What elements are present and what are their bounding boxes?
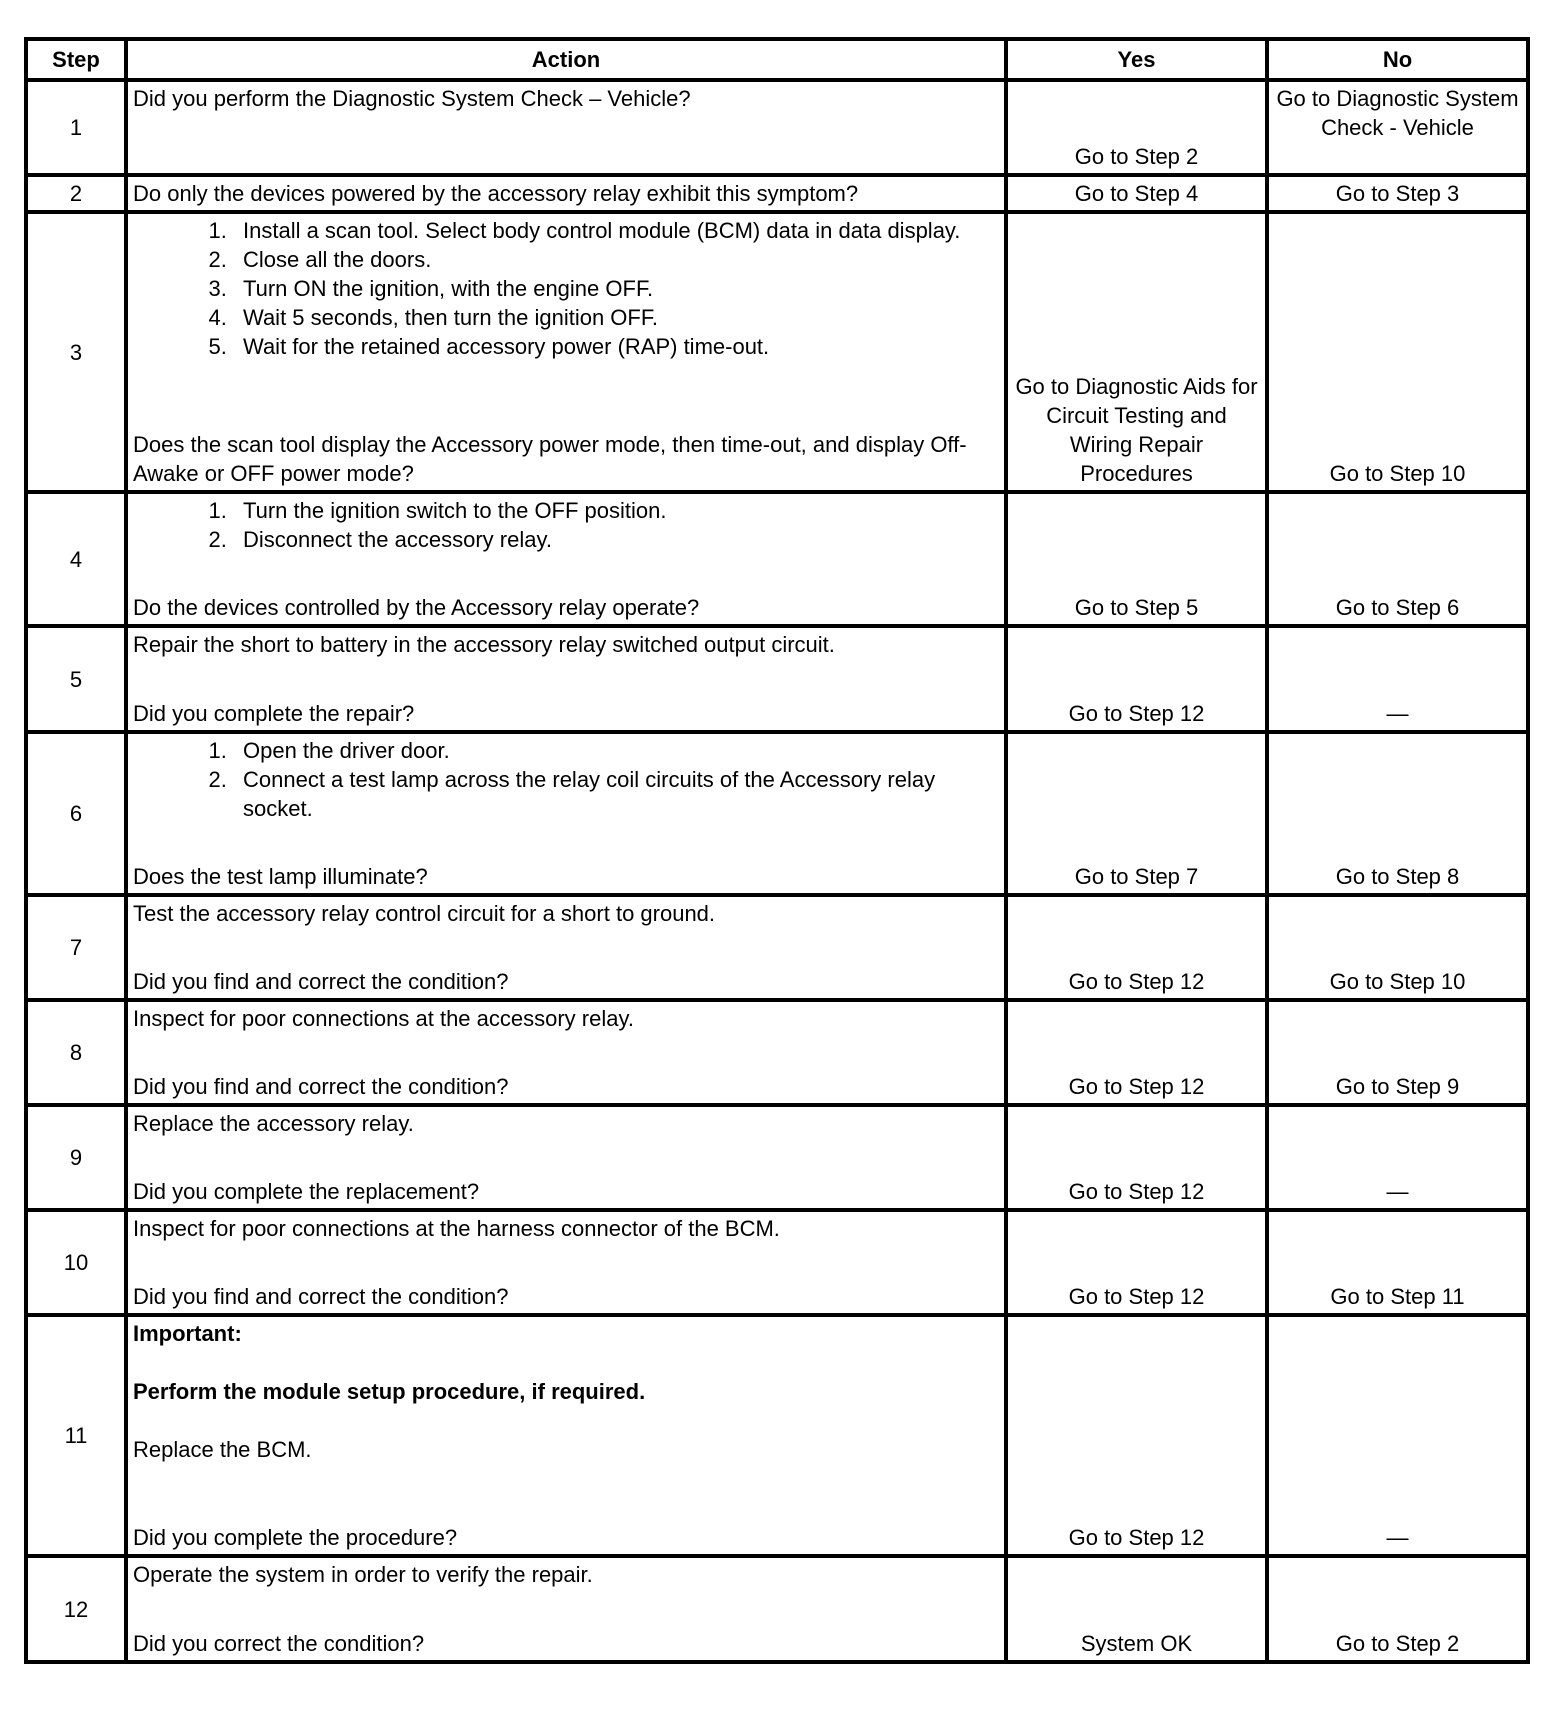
header-row (26, 39, 1528, 80)
action-cell (126, 80, 1006, 175)
action-text: Replace the accessory relay. (133, 1111, 414, 1136)
action-cell (126, 1105, 1006, 1210)
action-cell (126, 1210, 1006, 1315)
action-content (133, 496, 999, 622)
table-row (26, 895, 1528, 1000)
action-cell (126, 1000, 1006, 1105)
no-result: Go to Step 3 (1267, 175, 1528, 212)
no-result: — (1267, 1315, 1528, 1556)
no-result: Go to Step 9 (1267, 1000, 1528, 1105)
action-content (133, 84, 999, 171)
table-row (26, 1105, 1528, 1210)
yes-result: Go to Step 4 (1006, 175, 1267, 212)
action-text: Repair the short to battery in the accessory relay switched output circuit. (133, 632, 835, 657)
no-result: — (1267, 626, 1528, 732)
spacer (133, 1406, 999, 1435)
table-row (26, 732, 1528, 895)
action-content (133, 1214, 999, 1311)
table-row (26, 80, 1528, 175)
step-number: 12 (26, 1556, 126, 1662)
no-result: Go to Step 2 (1267, 1556, 1528, 1662)
yes-result: Go to Step 7 (1006, 732, 1267, 895)
no-result: Go to Diagnostic System Check - Vehicle (1267, 80, 1528, 175)
action-instructions (133, 496, 999, 554)
header-step: Step (26, 39, 126, 80)
action-cell (126, 492, 1006, 626)
table-row (26, 492, 1528, 626)
yes-result: System OK (1006, 1556, 1267, 1662)
step-number: 11 (26, 1315, 126, 1556)
header-action: Action (126, 39, 1006, 80)
action-instructions (133, 630, 999, 659)
step-list-item: 2. Connect a test lamp across the relay coil circuits of the Accessory relay socket. (233, 765, 999, 823)
no-result: Go to Step 10 (1267, 212, 1528, 492)
step-list-item: 1. Turn the ignition switch to the OFF position. (233, 496, 999, 525)
action-instructions (133, 1560, 999, 1589)
step-number: 7 (26, 895, 126, 1000)
important-note: Perform the module setup procedure, if required. (133, 1379, 646, 1404)
table-row (26, 1000, 1528, 1105)
step-list-item: 3. Turn ON the ignition, with the engine OFF. (233, 274, 999, 303)
step-list-item: 5. Wait for the retained accessory power (RAP) time-out. (233, 332, 999, 361)
action-text: Inspect for poor connections at the harness connector of the BCM. (133, 1216, 780, 1241)
action-cell (126, 212, 1006, 492)
action-question: Did you complete the replacement? (133, 1179, 480, 1204)
action-instructions (133, 1004, 999, 1033)
yes-result: Go to Step 2 (1006, 80, 1267, 175)
action-question: Did you correct the condition? (133, 1631, 425, 1656)
yes-result: Go to Step 12 (1006, 1315, 1267, 1556)
action-question: Did you complete the procedure? (133, 1525, 458, 1550)
action-cell (126, 895, 1006, 1000)
step-number: 8 (26, 1000, 126, 1105)
action-instructions (133, 84, 999, 113)
action-text: Did you perform the Diagnostic System Check – Vehicle? (133, 86, 691, 111)
no-result: Go to Step 6 (1267, 492, 1528, 626)
action-cell (126, 1556, 1006, 1662)
important-note: Important: (133, 1321, 242, 1346)
table-row (26, 175, 1528, 212)
step-number: 1 (26, 80, 126, 175)
action-content (133, 216, 999, 488)
table-row (26, 1556, 1528, 1662)
action-question: Did you find and correct the condition? (133, 969, 509, 994)
diagnostic-table (24, 37, 1530, 1664)
yes-result: Go to Step 12 (1006, 626, 1267, 732)
action-content (133, 899, 999, 996)
step-list (133, 496, 999, 554)
step-list-item: 1. Install a scan tool. Select body control module (BCM) data in data display. (233, 216, 999, 245)
action-instructions (133, 1214, 999, 1243)
action-text: Do only the devices powered by the accessory relay exhibit this symptom? (133, 181, 859, 206)
yes-result: Go to Diagnostic Aids for Circuit Testing and Wiring Repair Procedures (1006, 212, 1267, 492)
yes-result: Go to Step 5 (1006, 492, 1267, 626)
action-question: Does the scan tool display the Accessory power mode, then time-out, and display Off-Awake or OFF power mode? (133, 432, 967, 486)
action-question: Did you find and correct the condition? (133, 1074, 509, 1099)
yes-result: Go to Step 12 (1006, 1105, 1267, 1210)
action-text: Test the accessory relay control circuit for a short to ground. (133, 901, 716, 926)
action-instructions (133, 216, 999, 361)
step-list (133, 736, 999, 823)
header-no: No (1267, 39, 1528, 80)
step-list-item: 2. Disconnect the accessory relay. (233, 525, 999, 554)
action-question: Did you complete the repair? (133, 701, 415, 726)
action-content (133, 1004, 999, 1101)
action-content (133, 1319, 999, 1552)
action-text: Inspect for poor connections at the accessory relay. (133, 1006, 634, 1031)
action-text: Replace the BCM. (133, 1437, 312, 1462)
action-question: Do the devices controlled by the Accessory relay operate? (133, 595, 700, 620)
table-row (26, 1315, 1528, 1556)
step-number: 9 (26, 1105, 126, 1210)
action-content (133, 1560, 999, 1658)
action-instructions (133, 736, 999, 823)
action-instructions (133, 1319, 999, 1464)
step-number: 2 (26, 175, 126, 212)
action-content (133, 630, 999, 728)
table-row (26, 626, 1528, 732)
step-list-item: 1. Open the driver door. (233, 736, 999, 765)
action-instructions (133, 1109, 999, 1138)
yes-result: Go to Step 12 (1006, 1000, 1267, 1105)
action-cell (126, 1315, 1006, 1556)
step-number: 3 (26, 212, 126, 492)
header-yes: Yes (1006, 39, 1267, 80)
step-list (133, 216, 999, 361)
action-cell (126, 175, 1006, 212)
table-row (26, 1210, 1528, 1315)
table-row (26, 212, 1528, 492)
step-list-item: 4. Wait 5 seconds, then turn the ignition OFF. (233, 303, 999, 332)
spacer (133, 1348, 999, 1377)
action-instructions (133, 179, 999, 208)
step-number: 5 (26, 626, 126, 732)
no-result: Go to Step 10 (1267, 895, 1528, 1000)
no-result: Go to Step 11 (1267, 1210, 1528, 1315)
yes-result: Go to Step 12 (1006, 1210, 1267, 1315)
action-content (133, 736, 999, 891)
action-instructions (133, 899, 999, 928)
yes-result: Go to Step 12 (1006, 895, 1267, 1000)
action-cell (126, 626, 1006, 732)
step-list-item: 2. Close all the doors. (233, 245, 999, 274)
action-cell (126, 732, 1006, 895)
action-content (133, 179, 999, 208)
action-question: Does the test lamp illuminate? (133, 864, 428, 889)
step-number: 6 (26, 732, 126, 895)
action-content (133, 1109, 999, 1206)
action-question: Did you find and correct the condition? (133, 1284, 509, 1309)
no-result: Go to Step 8 (1267, 732, 1528, 895)
no-result: — (1267, 1105, 1528, 1210)
action-text: Operate the system in order to verify the repair. (133, 1562, 593, 1587)
step-number: 10 (26, 1210, 126, 1315)
step-number: 4 (26, 492, 126, 626)
